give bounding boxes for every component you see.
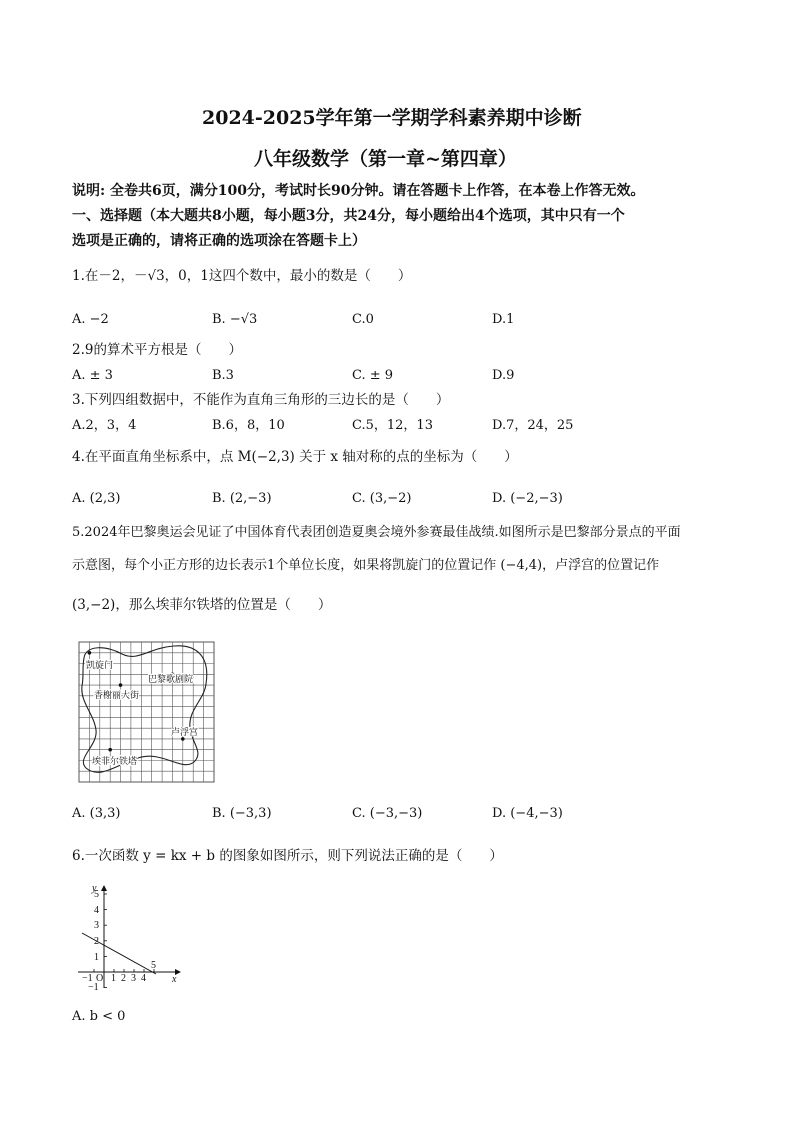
q3-option-a: A.2，3，4 bbox=[72, 418, 137, 433]
y-axis-label: y bbox=[92, 883, 97, 894]
exam-subtitle: 八年级数学（第一章~第四章） bbox=[254, 148, 517, 170]
q5-option-c: C. (−3,−3) bbox=[352, 806, 423, 821]
question-3-stem: 3.下列四组数据中，不能作为直角三角形的三边长的是（ ） bbox=[72, 392, 450, 408]
louvre-label: 卢浮宫 bbox=[171, 728, 199, 738]
q5-option-a: A. (3,3) bbox=[72, 806, 121, 821]
section-heading-line2: 选项是正确的，请将正确的选项涂在答题卡上） bbox=[72, 233, 366, 249]
opera-label: 巴黎歌剧院 bbox=[148, 675, 194, 685]
x-tick-3: 3 bbox=[131, 973, 136, 984]
q4-option-c: C. (3,−2) bbox=[352, 491, 412, 506]
x-axis-label: x bbox=[172, 974, 177, 985]
q3-option-d: D.7，24，25 bbox=[492, 418, 574, 433]
x-tick-4: 4 bbox=[141, 973, 146, 984]
q2-option-a: A. ± 3 bbox=[72, 368, 113, 383]
q4-option-a: A. (2,3) bbox=[72, 491, 121, 506]
eiffel-label: 埃菲尔铁塔 bbox=[92, 757, 138, 767]
question-6-stem: 6.一次函数 y = kx + b 的图象如图所示，则下列说法正确的是（ ） bbox=[72, 848, 503, 864]
arc-point bbox=[88, 651, 92, 655]
question-2-stem: 2.9的算术平方根是（ ） bbox=[72, 342, 242, 358]
x-tick-1: 1 bbox=[111, 973, 116, 984]
y-tick-1: 1 bbox=[94, 952, 99, 963]
x-tick-5: 5 bbox=[151, 960, 156, 971]
paris-map-figure bbox=[78, 640, 216, 784]
question-1-stem: 1.在－2，－√3，0，1这四个数中，最小的数是（ ） bbox=[72, 268, 412, 284]
question-4-stem: 4.在平面直角坐标系中，点 M(−2,3) 关于 x 轴对称的点的坐标为（ ） bbox=[72, 449, 518, 465]
question-5-stem-line1: 5.2024年巴黎奥运会见证了中国体育代表团创造夏奥会境外参赛最佳战绩.如图所示是巴黎部分景点的平面 bbox=[72, 525, 681, 540]
y-tick-4: 4 bbox=[94, 905, 99, 916]
section-heading-line1: 一、选择题（本大题共8小题，每小题3分，共24分，每小题给出4个选项，其中只有一个 bbox=[72, 208, 625, 224]
q4-option-d: D. (−2,−3) bbox=[492, 491, 563, 506]
eiffel-point bbox=[108, 748, 112, 752]
q1-option-c: C.0 bbox=[352, 312, 374, 327]
q5-option-d: D. (−4,−3) bbox=[492, 806, 563, 821]
y-tick-3: 3 bbox=[94, 920, 99, 931]
arc-label: 凯旋门 bbox=[86, 661, 114, 671]
q2-option-c: C. ± 9 bbox=[352, 368, 394, 383]
q3-option-c: C.5，12，13 bbox=[352, 418, 433, 433]
q4-option-b: B. (2,−3) bbox=[212, 491, 272, 506]
q3-option-b: B.6，8，10 bbox=[212, 418, 285, 433]
champs-label: 香榭丽大街 bbox=[94, 691, 140, 701]
q1-option-a: A. −2 bbox=[72, 312, 109, 327]
x-tick-2: 2 bbox=[121, 973, 126, 984]
question-5-stem-line2: 示意图，每个小正方形的边长表示1个单位长度，如果将凯旋门的位置记作 (−4,4)，卢浮宫的位置记作 bbox=[72, 558, 660, 573]
x-tick-neg1: −1 bbox=[82, 973, 93, 984]
origin-label: O bbox=[96, 973, 104, 984]
y-tick-neg1: −1 bbox=[88, 982, 99, 992]
q5-option-b: B. (−3,3) bbox=[212, 806, 272, 821]
q2-option-d: D.9 bbox=[492, 368, 515, 383]
question-5-stem-line3: (3,−2)，那么埃菲尔铁塔的位置是（ ） bbox=[72, 597, 332, 613]
y-tick-5: 5 bbox=[94, 889, 99, 900]
q2-option-b: B.3 bbox=[212, 368, 234, 383]
exam-title: 2024-2025学年第一学期学科素养期中诊断 bbox=[202, 107, 582, 129]
q1-option-b: B. −√3 bbox=[212, 312, 258, 327]
champs-point bbox=[119, 683, 123, 687]
q6-option-a: A. b < 0 bbox=[72, 1009, 126, 1024]
linear-function-graph bbox=[76, 880, 186, 992]
q1-option-d: D.1 bbox=[492, 312, 515, 327]
y-tick-2: 2 bbox=[94, 936, 99, 947]
exam-note: 说明: 全卷共6页，满分100分，考试时长90分钟。请在答题卡上作答，在本卷上作答无效。 bbox=[72, 183, 645, 199]
